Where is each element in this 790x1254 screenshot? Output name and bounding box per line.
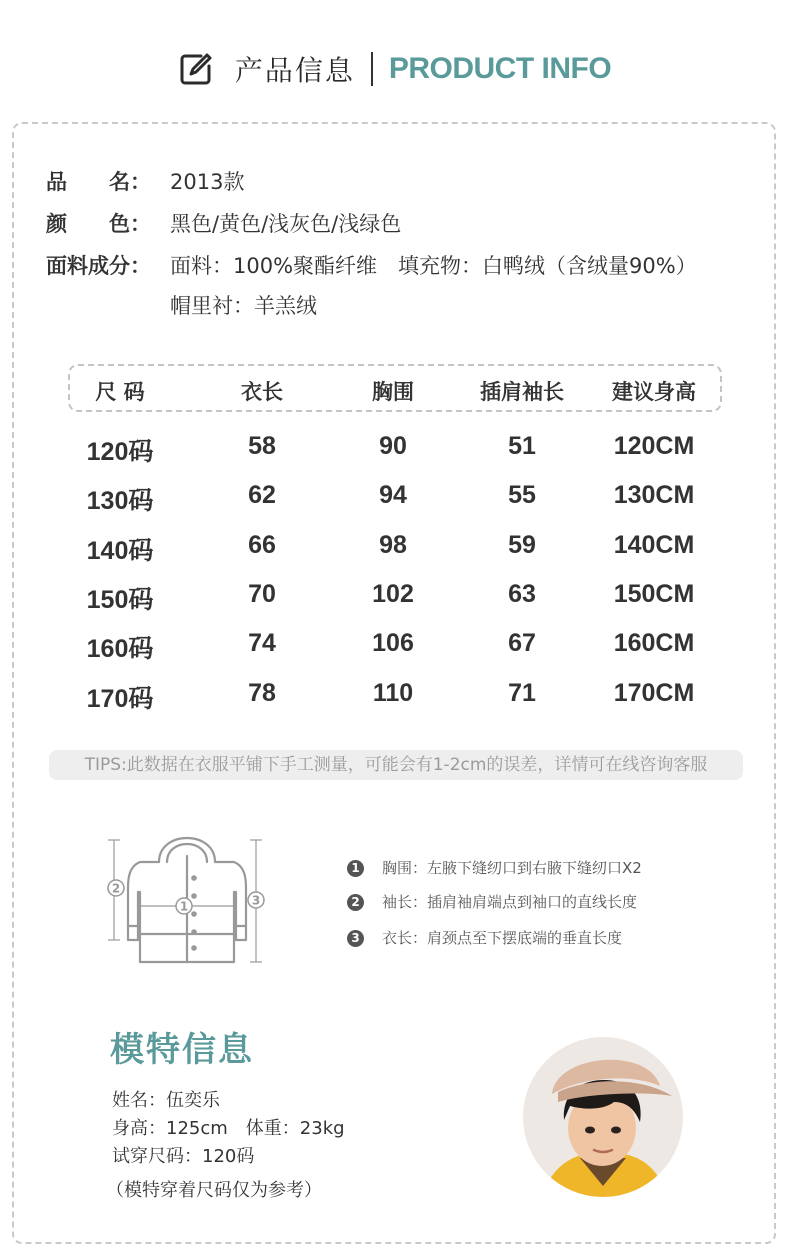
product-color-label: 颜 色： [46,212,151,236]
measure-text: 袖长：插肩袖肩端点到袖口的直线长度 [382,893,638,911]
size-cell: 94 [379,481,407,510]
size-cell: 150码 [86,585,154,614]
product-fabric-label: 面料成分： [46,254,151,278]
size-cell: 150CM [613,579,695,608]
size-cell: 55 [508,481,536,510]
product-colors: 黑色/黄色/浅灰色/浅绿色 [170,212,402,236]
model-size: 试穿尺码：120码 [112,1146,255,1167]
size-cell: 59 [508,530,536,559]
product-name-label: 品 名： [46,170,151,194]
measure-number: 1 [347,860,364,877]
product-name: 2013款 [170,170,245,194]
size-cell: 140码 [86,536,154,565]
size-cell: 120码 [86,438,154,466]
model-avatar [522,1036,684,1198]
product-lining: 帽里衬：羊羔绒 [170,294,317,318]
size-cell: 120CM [613,432,695,460]
size-cell: 98 [379,530,407,559]
size-cell: 51 [508,432,536,460]
diagram-marker-1: 1 [179,899,189,914]
size-cell: 70 [248,579,276,608]
product-fabric: 面料：100%聚酯纤维 填充物：白鸭绒（含绒量90%） [170,254,697,278]
measure-item-3 [347,927,622,948]
size-cell: 170CM [613,678,695,707]
size-col-header: 插肩袖长 [480,380,564,404]
size-col-header: 建议身高 [612,380,696,404]
tips-bar: TIPS:此数据在衣服平铺下手工测量，可能会有1-2cm的误差，详情可在线咨询客服 [49,750,743,780]
section-header [0,44,790,94]
size-col-header: 胸围 [372,380,414,404]
measure-text: 衣长：肩颈点至下摆底端的垂直长度 [382,929,623,947]
size-col-header: 衣长 [241,380,283,404]
size-cell: 140CM [613,530,695,559]
size-cell: 160码 [86,635,154,664]
diagram-marker-2: 2 [111,881,121,896]
size-cell: 58 [248,432,276,460]
size-cell: 63 [508,579,536,608]
size-cell: 67 [508,629,536,658]
measure-number: 3 [347,930,364,947]
model-height-weight: 身高：125cm 体重：23kg [112,1118,345,1139]
model-section-title: 模特信息 [110,1030,254,1070]
measure-text: 胸围：左腋下缝纫口到右腋下缝纫口X2 [382,859,642,877]
size-cell: 90 [379,432,407,460]
size-cell: 160CM [613,629,695,658]
size-cell: 66 [248,530,276,559]
size-cell: 110 [372,678,414,707]
model-note: （模特穿着尺码仅为参考） [106,1180,322,1201]
header-divider [371,52,373,86]
measure-number: 2 [347,894,364,911]
size-col-header: 尺 码 [95,380,145,404]
diagram-marker-3: 3 [251,893,261,908]
size-cell: 130CM [613,481,695,510]
size-cell: 102 [372,579,414,608]
size-cell: 74 [248,629,276,658]
measure-item-1 [347,857,642,878]
size-cell: 62 [248,481,276,510]
measure-item-2 [347,891,637,912]
jacket-diagram-icon [104,822,270,968]
edit-icon [179,52,213,86]
size-cell: 106 [372,629,414,658]
size-cell: 170码 [86,684,154,713]
model-name: 姓名：伍奕乐 [112,1090,220,1111]
size-cell: 71 [508,678,536,707]
size-cell: 78 [248,678,276,707]
header-title-cn: 产品信息 [234,54,355,87]
header-title-en: PRODUCT INFO [388,52,612,85]
size-cell: 130码 [86,487,154,516]
